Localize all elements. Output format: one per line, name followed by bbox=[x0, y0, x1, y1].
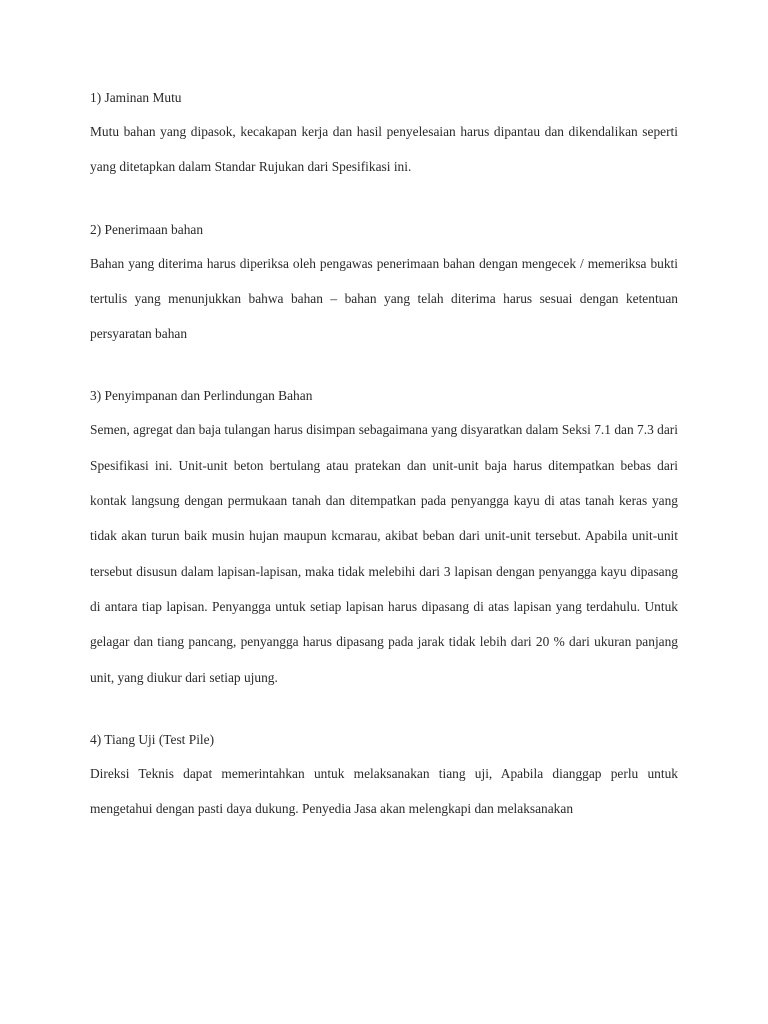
section-heading: 4) Tiang Uji (Test Pile) bbox=[90, 731, 215, 747]
section-paragraph: Bahan yang diterima harus diperiksa oleh pengawas penerimaan bahan dengan mengecek / memeriksa bukti tertulis yang menunjukkan bahwa bahan – bahan yang telah diterima harus sesuai dengan ketentuan persyaratan bahan bbox=[90, 255, 678, 342]
section-heading: 1) Jaminan Mutu bbox=[90, 90, 182, 105]
document-page bbox=[90, 88, 678, 826]
section-jaminan-mutu bbox=[90, 88, 678, 185]
section-heading: 3) Penyimpanan dan Perlindungan Bahan bbox=[90, 388, 313, 404]
section-penyimpanan bbox=[90, 386, 678, 694]
section-paragraph: Semen, agregat dan baja tulangan harus disimpan sebagaimana yang disyaratkan dalam Seksi 7.1 dan 7.3 dari Spesifikasi ini. Unit-unit beton bertulang atau pratekan dan unit-unit baja harus ditempatkan bebas dari kontak langsung dengan permukaan tanah dan ditempatkan pada penyangga kayu di atas tanah keras yang tidak akan turun baik musin hujan maupun kcmarau, akibat beban dari unit-unit tersebut. Apabila unit-unit tersebut disusun dalam lapisan-lapisan, maka tidak melebihi dari 3 lapisan dengan penyangga kayu dipasang di antara tiap lapisan. Penyangga untuk setiap lapisan harus dipasang di atas lapisan yang terdahulu. Untuk gelagar dan tiang pancang, penyangga harus dipasang pada jarak tidak lebih dari 20 % dari ukuran panjang unit, yang diukur dari setiap ujung. bbox=[90, 422, 678, 685]
section-paragraph: Direksi Teknis dapat memerintahkan untuk melaksanakan tiang uji, Apabila dianggap perlu untuk mengetahui dengan pasti daya dukung. Penyedia Jasa akan melengkapi dan melaksanakan bbox=[90, 765, 678, 817]
section-penerimaan-bahan bbox=[90, 220, 678, 352]
section-paragraph: Mutu bahan yang dipasok, kecakapan kerja dan hasil penyelesaian harus dipantau dan dikendalikan seperti yang ditetapkan dalam Standar Rujukan dari Spesifikasi ini. bbox=[90, 124, 678, 175]
section-tiang-uji bbox=[90, 730, 678, 827]
section-heading: 2) Penerimaan bahan bbox=[90, 221, 204, 237]
